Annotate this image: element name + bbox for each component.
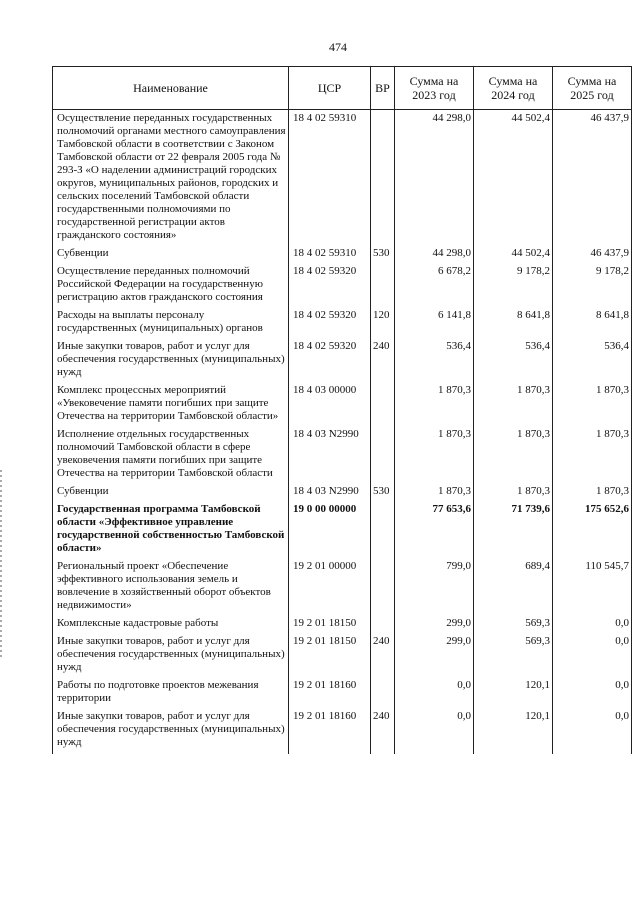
row-csr: 18 4 03 N2990 bbox=[289, 485, 371, 503]
row-vr: 120 bbox=[371, 309, 395, 340]
row-sum-2023: 0,0 bbox=[395, 710, 474, 754]
row-sum-2023: 299,0 bbox=[395, 635, 474, 679]
row-sum-2024: 1 870,3 bbox=[474, 384, 553, 428]
row-name: Субвенции bbox=[53, 247, 289, 265]
row-sum-2023: 1 870,3 bbox=[395, 384, 474, 428]
table-row bbox=[53, 384, 632, 428]
row-sum-2023: 6 141,8 bbox=[395, 309, 474, 340]
row-name: Осуществление переданных полномочий Российской Федерации на государственную регистрацию актов гражданского состояния bbox=[53, 265, 289, 309]
table-row bbox=[53, 428, 632, 485]
row-vr bbox=[371, 503, 395, 560]
row-vr bbox=[371, 617, 395, 635]
table-row bbox=[53, 485, 632, 503]
row-vr: 240 bbox=[371, 635, 395, 679]
row-sum-2025: 0,0 bbox=[553, 710, 632, 754]
header-2025: Сумма на 2025 год bbox=[553, 67, 632, 110]
row-name: Региональный проект «Обеспечение эффективного использования земель и вовлечение в хозяйственный оборот объектов недвижимости» bbox=[53, 560, 289, 617]
row-sum-2023: 299,0 bbox=[395, 617, 474, 635]
table-row bbox=[53, 710, 632, 754]
row-name: Комплекс процессных мероприятий «Увековечение памяти погибших при защите Отечества на территории Тамбовской области» bbox=[53, 384, 289, 428]
row-name: Иные закупки товаров, работ и услуг для обеспечения государственных (муниципальных) нужд bbox=[53, 710, 289, 754]
row-sum-2025: 0,0 bbox=[553, 617, 632, 635]
row-sum-2025: 46 437,9 bbox=[553, 110, 632, 248]
table-row bbox=[53, 110, 632, 248]
row-sum-2025: 1 870,3 bbox=[553, 384, 632, 428]
table-row bbox=[53, 635, 632, 679]
row-name: Осуществление переданных государственных полномочий органами местного самоуправления Тамбовской области в соответствии с Законом Тамбовской области от 22 февраля 2005 года № 293-З «О наделении администраций городских округов, муниципальных районов, городских и сельских поселений Тамбовской области государственными полномочиями по государственной регистрации актов гражданского состояния» bbox=[53, 110, 289, 248]
row-sum-2025: 1 870,3 bbox=[553, 485, 632, 503]
row-sum-2025: 0,0 bbox=[553, 679, 632, 710]
row-vr: 240 bbox=[371, 340, 395, 384]
row-csr: 18 4 02 59310 bbox=[289, 110, 371, 248]
row-csr: 19 2 01 18150 bbox=[289, 617, 371, 635]
row-sum-2023: 1 870,3 bbox=[395, 428, 474, 485]
table-body bbox=[53, 110, 632, 755]
table-row bbox=[53, 560, 632, 617]
row-csr: 18 4 02 59310 bbox=[289, 247, 371, 265]
row-sum-2024: 536,4 bbox=[474, 340, 553, 384]
row-csr: 19 2 01 18160 bbox=[289, 710, 371, 754]
table-row bbox=[53, 340, 632, 384]
table-row bbox=[53, 247, 632, 265]
row-csr: 18 4 02 59320 bbox=[289, 265, 371, 309]
row-vr bbox=[371, 560, 395, 617]
row-name: Иные закупки товаров, работ и услуг для обеспечения государственных (муниципальных) нужд bbox=[53, 635, 289, 679]
row-sum-2025: 110 545,7 bbox=[553, 560, 632, 617]
row-csr: 19 2 01 00000 bbox=[289, 560, 371, 617]
row-sum-2024: 44 502,4 bbox=[474, 110, 553, 248]
row-sum-2023: 1 870,3 bbox=[395, 485, 474, 503]
row-sum-2023: 536,4 bbox=[395, 340, 474, 384]
row-name: Работы по подготовке проектов межевания территории bbox=[53, 679, 289, 710]
row-vr: 240 bbox=[371, 710, 395, 754]
header-2024: Сумма на 2024 год bbox=[474, 67, 553, 110]
table-row bbox=[53, 679, 632, 710]
header-2023: Сумма на 2023 год bbox=[395, 67, 474, 110]
row-name: Комплексные кадастровые работы bbox=[53, 617, 289, 635]
header-csr: ЦСР bbox=[289, 67, 371, 110]
header-name: Наименование bbox=[53, 67, 289, 110]
row-sum-2023: 0,0 bbox=[395, 679, 474, 710]
row-sum-2024: 120,1 bbox=[474, 679, 553, 710]
row-sum-2025: 46 437,9 bbox=[553, 247, 632, 265]
row-sum-2025: 9 178,2 bbox=[553, 265, 632, 309]
row-sum-2024: 8 641,8 bbox=[474, 309, 553, 340]
budget-table bbox=[52, 66, 632, 754]
row-vr bbox=[371, 265, 395, 309]
row-name: Расходы на выплаты персоналу государственных (муниципальных) органов bbox=[53, 309, 289, 340]
page-number: 474 bbox=[329, 40, 347, 54]
row-sum-2024: 1 870,3 bbox=[474, 428, 553, 485]
row-csr: 19 2 01 18160 bbox=[289, 679, 371, 710]
row-sum-2023: 44 298,0 bbox=[395, 110, 474, 248]
row-vr bbox=[371, 428, 395, 485]
row-sum-2023: 77 653,6 bbox=[395, 503, 474, 560]
row-sum-2025: 536,4 bbox=[553, 340, 632, 384]
table-row bbox=[53, 265, 632, 309]
row-vr: 530 bbox=[371, 485, 395, 503]
table-row bbox=[53, 503, 632, 560]
row-sum-2024: 569,3 bbox=[474, 635, 553, 679]
row-csr: 18 4 03 00000 bbox=[289, 384, 371, 428]
row-csr: 18 4 03 N2990 bbox=[289, 428, 371, 485]
table-row bbox=[53, 309, 632, 340]
row-vr bbox=[371, 110, 395, 248]
row-sum-2024: 44 502,4 bbox=[474, 247, 553, 265]
row-name: Исполнение отдельных государственных полномочий Тамбовской области в сфере увековечения памяти погибших при защите Отечества на территории Тамбовской области bbox=[53, 428, 289, 485]
row-vr bbox=[371, 384, 395, 428]
row-csr: 18 4 02 59320 bbox=[289, 340, 371, 384]
row-vr: 530 bbox=[371, 247, 395, 265]
row-sum-2024: 71 739,6 bbox=[474, 503, 553, 560]
header-vr: ВР bbox=[371, 67, 395, 110]
row-sum-2024: 1 870,3 bbox=[474, 485, 553, 503]
row-csr: 19 0 00 00000 bbox=[289, 503, 371, 560]
row-sum-2025: 8 641,8 bbox=[553, 309, 632, 340]
scan-margin-mark bbox=[0, 470, 2, 660]
row-sum-2025: 0,0 bbox=[553, 635, 632, 679]
row-sum-2023: 6 678,2 bbox=[395, 265, 474, 309]
row-csr: 19 2 01 18150 bbox=[289, 635, 371, 679]
row-name: Государственная программа Тамбовской области «Эффективное управление государственной собственностью Тамбовской области» bbox=[53, 503, 289, 560]
row-sum-2023: 799,0 bbox=[395, 560, 474, 617]
row-sum-2024: 9 178,2 bbox=[474, 265, 553, 309]
row-vr bbox=[371, 679, 395, 710]
row-name: Субвенции bbox=[53, 485, 289, 503]
row-sum-2023: 44 298,0 bbox=[395, 247, 474, 265]
row-csr: 18 4 02 59320 bbox=[289, 309, 371, 340]
table-row bbox=[53, 617, 632, 635]
row-sum-2025: 1 870,3 bbox=[553, 428, 632, 485]
table-header-row bbox=[53, 67, 632, 110]
row-name: Иные закупки товаров, работ и услуг для обеспечения государственных (муниципальных) нужд bbox=[53, 340, 289, 384]
row-sum-2024: 120,1 bbox=[474, 710, 553, 754]
row-sum-2024: 569,3 bbox=[474, 617, 553, 635]
row-sum-2025: 175 652,6 bbox=[553, 503, 632, 560]
row-sum-2024: 689,4 bbox=[474, 560, 553, 617]
